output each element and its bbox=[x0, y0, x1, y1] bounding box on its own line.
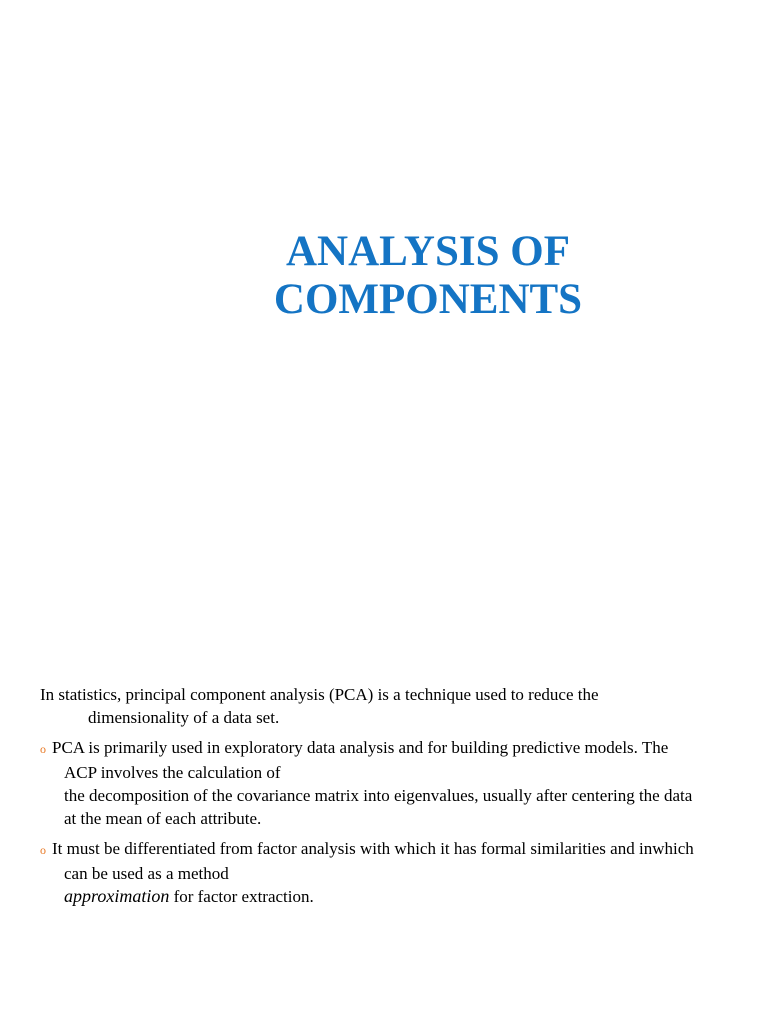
title-line-2: COMPONENTS bbox=[273, 276, 583, 323]
bullet-2-line-2: can be used as a method bbox=[64, 864, 229, 883]
body-content bbox=[40, 683, 750, 915]
bullet-item-pca-usage bbox=[40, 736, 750, 830]
intro-line-2: dimensionality of a data set. bbox=[88, 708, 280, 727]
bullet-circle-icon: o bbox=[40, 742, 46, 756]
bullet-1-line-3: the decomposition of the covariance matrix into eigenvalues, usually after centering the data bbox=[64, 786, 693, 805]
page-title bbox=[0, 228, 768, 324]
title-line-1: ANALYSIS OF bbox=[286, 228, 570, 275]
bullet-item-factor-analysis bbox=[40, 837, 750, 908]
intro-line-1: In statistics, principal component analysis (PCA) is a technique used to reduce the bbox=[40, 685, 599, 704]
bullet-1-line-4: at the mean of each attribute. bbox=[64, 809, 262, 828]
bullet-2-italic-term: approximation bbox=[64, 886, 170, 906]
bullet-2-line-1: It must be differentiated from factor analysis with which it has formal similarities and inwhich bbox=[52, 839, 694, 858]
bullet-circle-icon: o bbox=[40, 843, 46, 857]
bullet-1-line-2: ACP involves the calculation of bbox=[64, 763, 281, 782]
intro-paragraph bbox=[40, 683, 750, 729]
bullet-2-line-3 bbox=[64, 885, 750, 908]
bullet-1-line-1: PCA is primarily used in exploratory data analysis and for building predictive models. The bbox=[52, 738, 669, 757]
bullet-2-line-3-rest: for factor extraction. bbox=[169, 887, 314, 906]
